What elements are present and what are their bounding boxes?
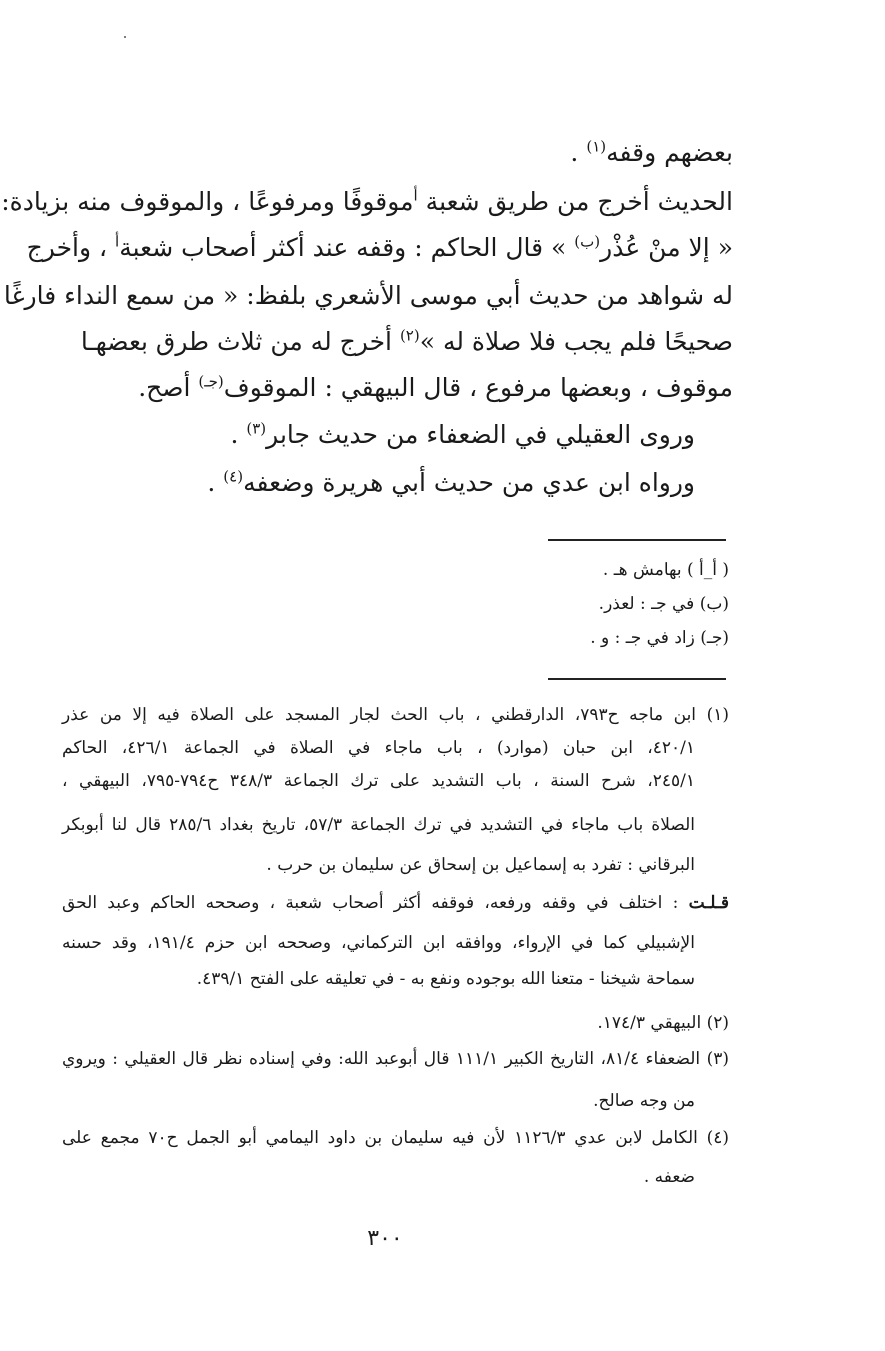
- footnote-1-line-2: ٤٢٠/١، ابن حبان (موارد) ، باب ماجاء في الصلاة في الجماعة ٤٢٦/١، الحاكم: [62, 738, 695, 758]
- scan-speck: [124, 36, 126, 38]
- footnotes-divider: [548, 678, 726, 680]
- main-line-1: بعضهم وقفه$^{(١)}$ .: [570, 137, 733, 167]
- main-line-3: « إلا منْ عُذْر$^{(ب)}$ » قال الحاكم : وقفه عند أكثر أصحاب شعبة$^أ$ ، وأخرج: [26, 232, 733, 262]
- footnote-1-remark-line-1: قـلـت : اختلف في وقفه ورفعه، فوقفه أكثر أصحاب شعبة ، وصححه الحاكم وعبد الحق: [62, 893, 729, 913]
- page-number: ٣٠٠: [367, 1226, 403, 1251]
- variant-note-c: (جـ) زاد في جـ : و .: [590, 628, 729, 648]
- footnote-1-line-4: الصلاة باب ماجاء في التشديد في ترك الجماعة ٥٧/٣، تاريخ بغداد ٢٨٥/٦ قال لنا أبوبكر: [62, 815, 695, 835]
- footnote-4-line-2: ضعفه .: [643, 1167, 695, 1187]
- footnote-3-line-2: من وجه صالح.: [593, 1091, 695, 1111]
- main-line-4: له شواهد من حديث أبي موسى الأشعري بلفظ: « من سمع النداء فارغًا: [3, 281, 733, 310]
- main-line-6: موقوف ، وبعضها مرفوع ، قال البيهقي : الموقوف$^{(جـ)}$ أصح.: [138, 372, 733, 402]
- footnote-1-remark-line-2: الإشبيلي كما في الإرواء، ووافقه ابن التركماني، وصححه ابن حزم ١٩١/٤، وقد حسنه: [62, 933, 695, 953]
- footnote-1-line-1: (١) ابن ماجه ح٧٩٣، الدارقطني ، باب الحث لجار المسجد على الصلاة فيه إلا من عذر: [62, 705, 729, 725]
- variant-note-b: (ب) في جـ : لعذر.: [598, 594, 729, 614]
- main-line-5: صحيحًا فلم يجب فلا صلاة له »$^{(٢)}$ أخرج له من ثلاث طرق بعضهـا: [80, 326, 733, 356]
- footnote-2: (٢) البيهقي ١٧٤/٣.: [597, 1013, 729, 1033]
- footnote-1-line-3: ٢٤٥/١، شرح السنة ، باب التشديد على ترك الجماعة ٣٤٨/٣ ح٧٩٤-٧٩٥، البيهقي ،: [62, 771, 695, 791]
- footnote-4-line-1: (٤) الكامل لابن عدي ١١٢٦/٣ لأن فيه سليمان بن داود اليمامي أبو الجمل ح٧٠ مجمع على: [62, 1128, 729, 1148]
- variants-divider: [548, 539, 726, 541]
- footnote-1-remark-line-3: سماحة شيخنا - متعنا الله بوجوده ونفع به - في تعليقه على الفتح ٤٣٩/١.: [196, 969, 695, 989]
- footnote-1-line-5: البرقاني : تفرد به إسماعيل بن إسحاق عن سليمان بن حرب .: [266, 855, 695, 875]
- footnote-3-line-1: (٣) الضعفاء ٨١/٤، التاريخ الكبير ١١١/١ قال أبوعبد الله: وفي إسناده نظر قال العقيلي : ويروي: [62, 1049, 729, 1069]
- variant-note-a: ( أ_أ ) بهامش هـ .: [602, 560, 729, 580]
- main-line-7: وروى العقيلي في الضعفاء من حديث جابر$^{(٣)}$ .: [230, 419, 695, 449]
- main-line-2: الحديث أخرج من طريق شعبة $^أ$موقوفًا ومرفوعًا ، والموقوف منه بزيادة:: [1, 186, 733, 216]
- main-line-8: ورواه ابن عدي من حديث أبي هريرة وضعفه$^{(٤)}$ .: [207, 467, 695, 497]
